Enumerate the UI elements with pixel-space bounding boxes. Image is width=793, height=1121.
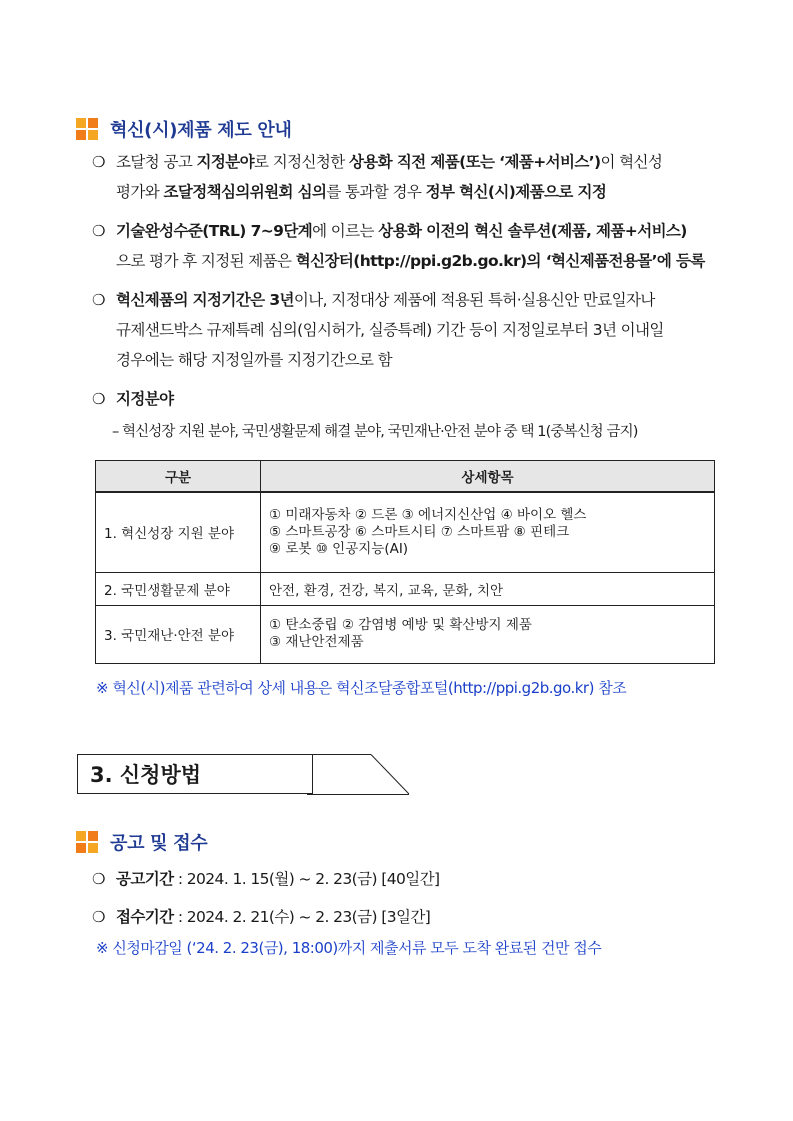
step-heading [77, 754, 313, 794]
section-title: 혁신(시)제품 제도 안내 [110, 120, 292, 141]
bullet-item-1: ❍ 조달청 공고 지정분야로 지정신청한 상용화 직전 제품(또는 ‘제품+서비스’)이 혁신성 평가와 조달정책심의위원회 심의를 통과할 경우 정부 혁신(시)제품으로 지정 [92, 147, 732, 207]
table-cell-category: 2. 국민생활문제 분야 [96, 572, 261, 605]
section-heading-innovation [76, 116, 292, 142]
field-table [95, 460, 715, 664]
orange-squares-icon [76, 118, 98, 140]
deadline-note: ※ 신청마감일 (‘24. 2. 23(금), 18:00)까지 제출서류 모두 도착 완료된 건만 접수 [96, 939, 602, 957]
circle-bullet-icon: ❍ [92, 153, 105, 171]
circle-bullet-icon: ❍ [92, 291, 105, 309]
bullet-item-2: ❍ 기술완성수준(TRL) 7~9단계에 이르는 상용화 이전의 혁신 솔루션(제품, 제품+서비스) 으로 평가 후 지정된 제품은 혁신장터(http://ppi.g2b.go.kr)의 ‘혁신제품전용몰’에 등록 [92, 216, 732, 276]
circle-bullet-icon: ❍ [92, 390, 105, 408]
table-cell-category: 1. 혁신성장 지원 분야 [96, 492, 261, 572]
circle-bullet-icon: ❍ [92, 870, 105, 888]
step-heading-tail [307, 754, 411, 795]
reference-note: ※ 혁신(시)제품 관련하여 상세 내용은 혁신조달종합포털(http://ppi.g2b.go.kr) 참조 [96, 679, 627, 697]
bullet-application-period: ❍ 접수기간 : 2024. 2. 21(수) ~ 2. 23(금) [3일간] [92, 902, 430, 932]
table-header: 구분 [96, 461, 261, 493]
table-cell-category: 3. 국민재난·안전 분야 [96, 605, 261, 663]
section-heading-announcement [76, 829, 207, 855]
table-row [96, 492, 715, 572]
table-row [96, 572, 715, 605]
circle-bullet-icon: ❍ [92, 908, 105, 926]
bullet-announce-period: ❍ 공고기간 : 2024. 1. 15(월) ~ 2. 23(금) [40일간] [92, 864, 439, 894]
orange-squares-icon [76, 831, 98, 853]
step-title: 3. 신청방법 [77, 754, 313, 794]
table-header-row [96, 461, 715, 493]
bullet-item-4: ❍ 지정분야 [92, 384, 732, 414]
circle-bullet-icon: ❍ [92, 222, 105, 240]
table-cell-details: ① 탄소중립 ② 감염병 예방 및 확산방지 제품 ③ 재난안전제품 [261, 605, 715, 663]
table-cell-details: ① 미래자동차 ② 드론 ③ 에너지신산업 ④ 바이오 헬스 ⑤ 스마트공장 ⑥ 스마트시티 ⑦ 스마트팜 ⑧ 핀테크 ⑨ 로봇 ⑩ 인공지능(AI) [261, 492, 715, 572]
table-header: 상세항목 [261, 461, 715, 493]
table-row [96, 605, 715, 663]
section-title: 공고 및 접수 [110, 833, 208, 854]
table-cell-details: 안전, 환경, 건강, 복지, 교육, 문화, 치안 [261, 572, 715, 605]
field-options-line: – 혁신성장 지원 분야, 국민생활문제 해결 분야, 국민재난·안전 분야 중 택 1(중복신청 금지) [112, 424, 638, 440]
bullet-item-3: ❍ 혁신제품의 지정기간은 3년이나, 지정대상 제품에 적용된 특허·실용신안 만료일자나 규제샌드박스 규제특례 심의(임시허가, 실증특례) 기간 등이 지정일로부터 3년 이내일 경우에는 해당 지정일까를 지정기간으로 함 [92, 285, 732, 375]
